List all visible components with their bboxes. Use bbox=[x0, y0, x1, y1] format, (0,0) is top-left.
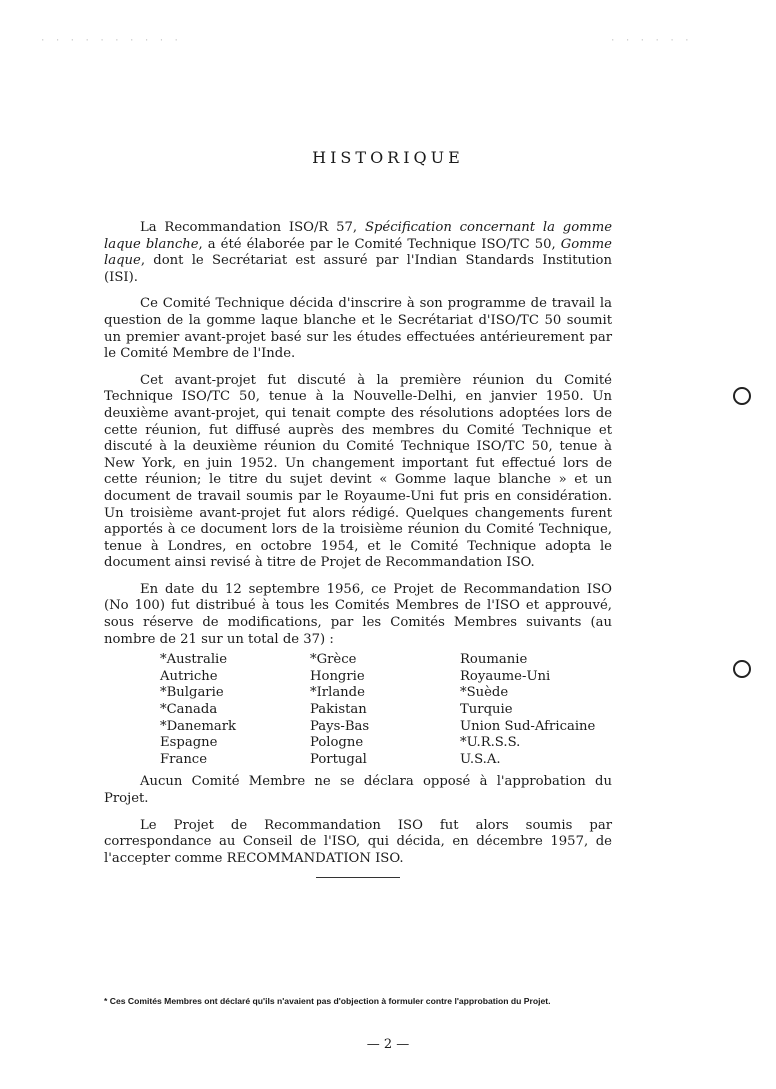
list-item: Royaume-Uni bbox=[460, 668, 551, 684]
list-item: Portugal bbox=[310, 751, 367, 767]
list-item: *Canada bbox=[160, 702, 218, 718]
scan-artifact-right: · · · · · · bbox=[610, 36, 692, 46]
member-bodies-list bbox=[160, 652, 612, 768]
list-item: Pakistan bbox=[310, 702, 367, 718]
list-item: Pologne bbox=[310, 735, 364, 751]
list-item: Turquie bbox=[460, 702, 513, 718]
list-item: France bbox=[160, 751, 207, 767]
list-item: Hongrie bbox=[310, 668, 365, 684]
list-item: Autriche bbox=[160, 668, 218, 684]
list-item: *Suède bbox=[460, 685, 509, 701]
footnote: * Ces Comités Membres ont déclaré qu'ils n'avaient pas d'objection à formuler contre l'approbation du Projet. bbox=[104, 996, 551, 1006]
member-column-2 bbox=[310, 652, 460, 768]
list-item: *Grèce bbox=[310, 652, 357, 668]
paragraph-5: Aucun Comité Membre ne se déclara opposé à l'approbation du Projet. bbox=[104, 774, 612, 806]
list-item: *Australie bbox=[160, 652, 228, 668]
section-divider bbox=[316, 877, 400, 878]
body-text bbox=[104, 220, 612, 877]
page-number: — 2 — bbox=[366, 1037, 410, 1052]
member-column-1 bbox=[160, 652, 310, 768]
list-item: U.S.A. bbox=[460, 751, 501, 767]
list-item: Pays-Bas bbox=[310, 718, 370, 734]
list-item: *Irlande bbox=[310, 685, 365, 701]
page-title: HISTORIQUE bbox=[312, 148, 464, 167]
list-item: *U.R.S.S. bbox=[460, 735, 521, 751]
paragraph-3: Cet avant-projet fut discuté à la première réunion du Comité Technique ISO/TC 50, tenue à la Nouvelle-Delhi, en janvier 1950. Un deuxième avant-projet, qui tenait compte des résolutions adoptées lors de cette réunion, fut diffusé auprès des membres du Comité Technique et discuté à la deuxième réunion du Comité Technique ISO/TC 50, tenue à New York, en juin 1952. Un changement important fut effectué lors de cette réunion; le titre du sujet devint « Gomme laque blanche » et un document de travail soumis par le Royaume-Uni fut pris en considération. Un troisième avant-projet fut alors rédigé. Quelques changements furent apportés à ce document lors de la troisième réunion du Comité Technique, tenue à Londres, en octobre 1954, et le Comité Technique adopta le document ainsi revisé à titre de Projet de Recommandation ISO. bbox=[104, 372, 612, 571]
list-item: *Bulgarie bbox=[160, 685, 224, 701]
scan-artifact-left: · · · · · · · · · · bbox=[40, 36, 181, 46]
paragraph-4: En date du 12 septembre 1956, ce Projet de Recommandation ISO (No 100) fut distribué à tous les Comités Membres de l'ISO et approuvé, sous réserve de modifications, par les Comités Membres suivants (au nombre de 21 sur un total de 37) : bbox=[104, 581, 612, 647]
member-column-3 bbox=[460, 652, 630, 768]
list-item: *Danemark bbox=[160, 718, 236, 734]
paragraph-2: Ce Comité Technique décida d'inscrire à son programme de travail la question de la gomme laque blanche et le Secrétariat d'ISO/TC 50 soumit un premier avant-projet basé sur les études effectuées antérieurement par le Comité Membre de l'Inde. bbox=[104, 296, 612, 362]
list-item: Espagne bbox=[160, 735, 218, 751]
list-item: Union Sud-Africaine bbox=[460, 718, 596, 734]
punch-hole-icon bbox=[733, 387, 751, 405]
paragraph-1: La Recommandation ISO/R 57, Spécification concernant la gomme laque blanche, a été élaborée par le Comité Technique ISO/TC 50, Gomme laque, dont le Secrétariat est assuré par l'Indian Standards Institution (ISI). bbox=[104, 220, 612, 285]
punch-hole-icon bbox=[733, 660, 751, 678]
list-item: Roumanie bbox=[460, 652, 528, 668]
paragraph-6: Le Projet de Recommandation ISO fut alors soumis par correspondance au Conseil de l'ISO, qui décida, en décembre 1957, de l'accepter comme RECOMMANDATION ISO. bbox=[104, 817, 612, 866]
